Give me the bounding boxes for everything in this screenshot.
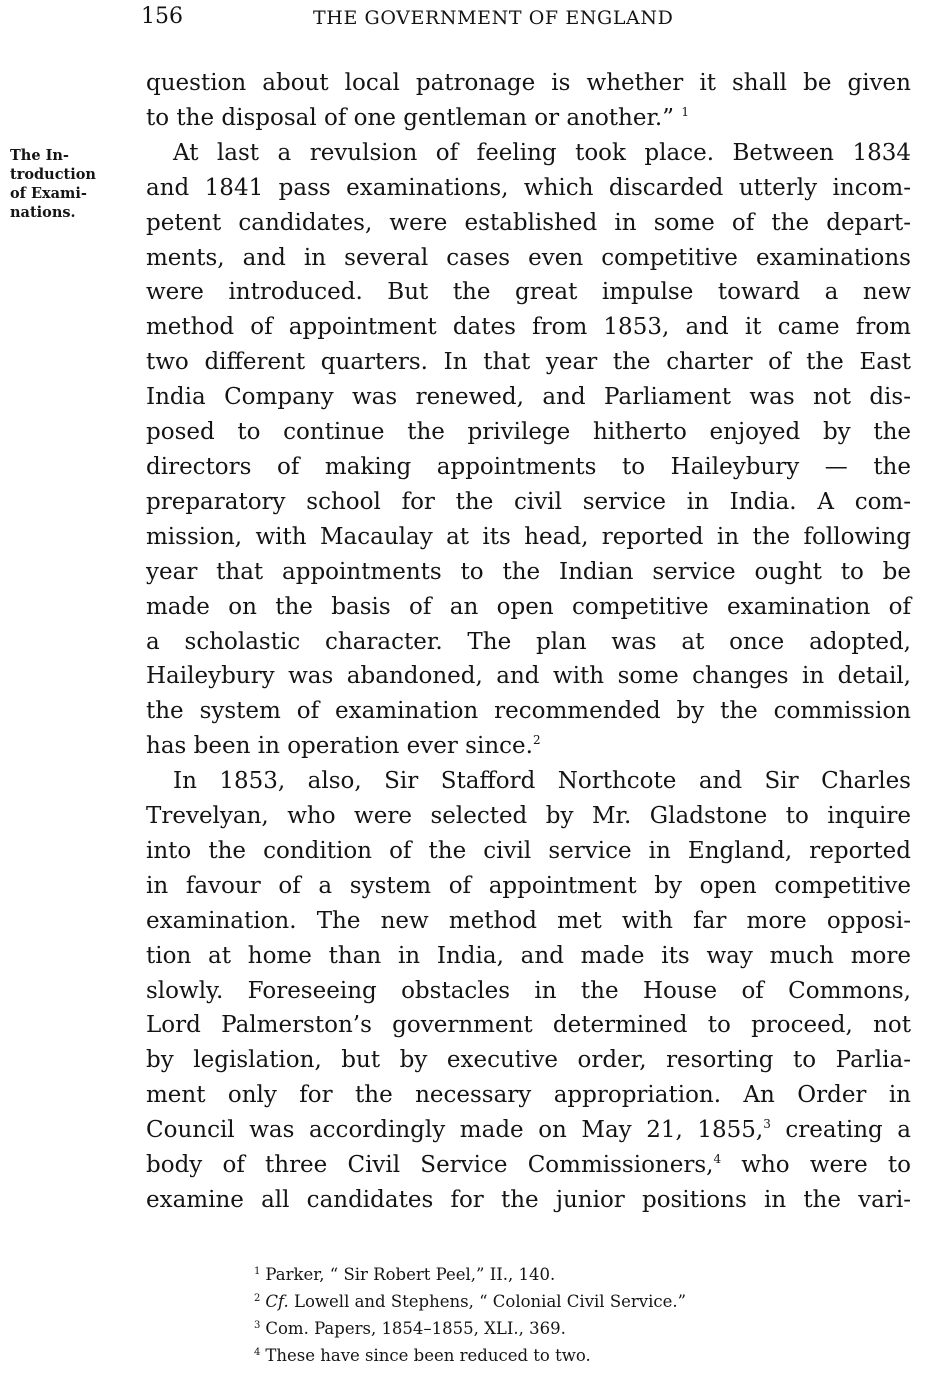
text-line: At last a revulsion of feeling took place. Between 1834 [173, 139, 911, 166]
text-line: and 1841 pass examinations, which discarded utterly incom- [146, 174, 911, 201]
text-line: mission, with Macaulay at its head, reported in the following [146, 523, 911, 550]
text-line: Lord Palmerston’s government determined to proceed, not [146, 1012, 911, 1039]
text-line: examination. The new method met with far more opposi- [146, 907, 911, 934]
footnote-text: Parker, “ Sir Robert Peel,” II., 140. [265, 1265, 556, 1284]
text-line: in favour of a system of appointment by open competitive [146, 872, 911, 899]
text-line: year that appointments to the Indian service ought to be [146, 558, 911, 585]
text-line: the system of examination recommended by the commission [146, 698, 911, 725]
footnote-text: Lowell and Stephens, “ Colonial Civil Service.” [288, 1292, 687, 1311]
footnote [254, 1260, 814, 1287]
footnote [254, 1287, 814, 1314]
footnote-text: These have since been reduced to two. [265, 1346, 591, 1365]
footnote-ref: 3 [763, 1117, 771, 1132]
text-line: has been in operation ever since.$^2$ [146, 733, 541, 760]
text-line: petent candidates, were established in some of the depart- [146, 209, 911, 236]
text-line: to the disposal of one gentleman or another.” $^1$ [146, 104, 689, 131]
text-line: two different quarters. In that year the charter of the East [146, 349, 911, 376]
sidenote-line: The In- [10, 147, 69, 164]
text-line: were introduced. But the great impulse toward a new [146, 279, 911, 306]
text-line: Council was accordingly made on May 21, 1855,$^3$ creating a [146, 1117, 911, 1144]
page-header [141, 4, 911, 34]
text-line: ment only for the necessary appropriation. An Order in [146, 1082, 911, 1109]
footnote-mark: 4 [254, 1347, 261, 1358]
text-line: by legislation, but by executive order, resorting to Parlia- [146, 1047, 911, 1074]
text-line: directors of making appointments to Haileybury — the [146, 453, 911, 480]
text-line: preparatory school for the civil service in India. A com- [146, 488, 911, 515]
text-line: question about local patronage is whether it shall be given [146, 70, 911, 96]
text-line: posed to continue the privilege hitherto enjoyed by the [146, 419, 911, 446]
text-line: Haileybury was abandoned, and with some changes in detail, [146, 663, 911, 690]
footnote-ref: 1 [681, 104, 689, 119]
text-line: slowly. Foreseeing obstacles in the House of Commons, [146, 977, 911, 1004]
text-line: examine all candidates for the junior positions in the vari- [146, 1187, 911, 1213]
footnote-mark: 3 [254, 1320, 261, 1331]
footnote-ref: 4 [713, 1152, 722, 1167]
footnote-prefix: Cf. [265, 1292, 289, 1311]
text-line: body of three Civil Service Commissioners,$^4$ who were to [146, 1152, 911, 1179]
footnote-mark: 1 [254, 1266, 261, 1277]
text-line: ments, and in several cases even competitive examinations [146, 244, 911, 271]
footnote-mark: 2 [254, 1293, 261, 1304]
body-text [146, 66, 911, 1218]
text-line: tion at home than in India, and made its way much more [146, 942, 911, 969]
footnote [254, 1341, 814, 1368]
footnote [254, 1314, 814, 1341]
sidenote-line: troduction [10, 166, 96, 183]
running-title: THE GOVERNMENT OF ENGLAND [313, 7, 674, 29]
text-line: into the condition of the civil service in England, reported [146, 837, 911, 864]
text-line: India Company was renewed, and Parliament was not dis- [146, 384, 911, 411]
page-number: 156 [141, 4, 183, 29]
text-line: a scholastic character. The plan was at once adopted, [146, 628, 911, 655]
footnote-ref: 2 [532, 733, 541, 748]
margin-sidenote [10, 146, 128, 222]
sidenote-line: nations. [10, 204, 76, 221]
text-line: method of appointment dates from 1853, and it came from [146, 314, 911, 341]
text-line: made on the basis of an open competitive examination of [146, 593, 911, 620]
footnotes [254, 1260, 814, 1368]
sidenote-line: of Exami- [10, 185, 87, 202]
text-line: In 1853, also, Sir Stafford Northcote and Sir Charles [173, 768, 911, 795]
text-line: Trevelyan, who were selected by Mr. Gladstone to inquire [146, 803, 911, 830]
footnote-text: Com. Papers, 1854–1855, XLI., 369. [265, 1319, 566, 1338]
